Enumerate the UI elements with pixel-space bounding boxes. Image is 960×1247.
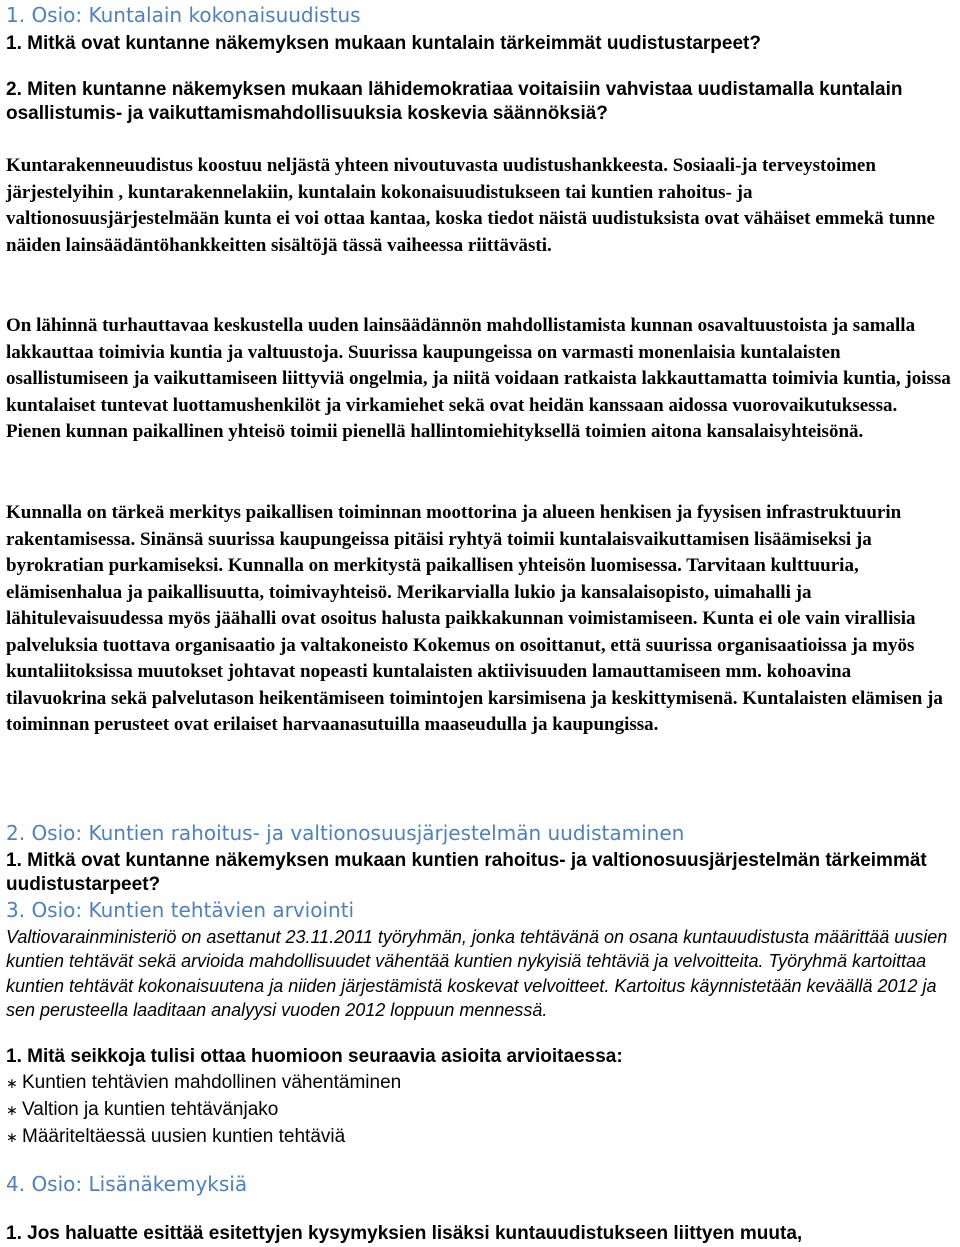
section-1-question-2-block bbox=[6, 78, 952, 126]
section-3-intro: Valtiovarainministeriö on asettanut 23.11.2011 työryhmän, jonka tehtävänä on osana kuntauudistusta määrittää uusien kuntien tehtävät sekä arvioida mahdollisuudet vähentää kuntien nykyisiä tehtäviä ja velvoitteita. Työryhmä kartoittaa kuntien tehtävät kokonaisuutena ja niiden järjestämistä koskevat velvoitteet. Kartoitus käynnistetään keväällä 2012 ja sen perusteella laaditaan analyysi vuoden 2012 loppuun mennessä. bbox=[6, 927, 948, 1021]
answer-paragraph-3: Kunnalla on tärkeä merkitys paikallisen toiminnan moottorina ja alueen henkisen ja fyysisen infrastruktuurin rakentamisessa. Sinänsä suurissa kaupungeissa pitäisi ryhtyä toimii kuntalaisvaikuttamisen lisäämiseksi ja byrokratian purkamiseksi. Kunnalla on merkitystä paikallisen yhteisön luomisessa. Tarvitaan kulttuuria, elämisenhalua ja paikallisuutta, toimivayhteisö. Merikarvialla lukio ja kansalaisopisto, uimahalli ja lähitulevaisuudessa myös jäähalli ovat osoitus halusta paikkakunnan voimistamiseen. Kunta ei ole vain virallisia palveluksia tuottava organisaatio ja valtakoneisto Kokemus on osoittanut, että suurissa organisaatioissa ja myös kuntaliitoksissa muutokset johtavat nopeasti kuntalaisten aktiivisuuden lamauttamiseen mm. kohoavina tilavuokrina sekä palvelutason heikentämiseen toimintojen karsimisena ja keskittymisenä. Kuntalaisten elämisen ja toiminnan perusteet ovat erilaiset harvaanasutuilla maaseudulla ja kaupungissa. bbox=[6, 502, 943, 735]
answer-paragraph-3-block bbox=[6, 500, 952, 739]
section-4-heading: 4. Osio: Lisänäkemyksiä bbox=[6, 1172, 248, 1196]
section-1-heading: 1. Osio: Kuntalain kokonaisuudistus bbox=[6, 3, 361, 27]
list-item-text: Kuntien tehtävien mahdollinen vähentäminen bbox=[22, 1072, 402, 1093]
section-4-question-1-block bbox=[6, 1222, 952, 1246]
asterisk-bullet-icon: ∗ bbox=[6, 1076, 18, 1092]
asterisk-bullet-icon: ∗ bbox=[6, 1103, 18, 1119]
section-2 bbox=[6, 821, 952, 845]
section-3-intro-block bbox=[6, 925, 952, 1023]
section-4-question-1: 1. Jos haluatte esittää esitettyjen kysymyksien lisäksi kuntauudistukseen liittyen muuta, bbox=[6, 1223, 803, 1244]
section-1 bbox=[6, 3, 952, 27]
list-item-text: Määriteltäessä uusien kuntien tehtäviä bbox=[22, 1126, 346, 1147]
section-2-question-1: 1. Mitkä ovat kuntanne näkemyksen mukaan kuntien rahoitus- ja valtionosuusjärjestelmän tärkeimmät uudistustarpeet? bbox=[6, 850, 927, 895]
section-2-question-1-block bbox=[6, 849, 952, 897]
answer-paragraph-2: On lähinnä turhauttavaa keskustella uuden lainsäädännön mahdollistamista kunnan osavaltuustoista ja samalla lakkauttaa toimivia kuntia ja valtuustoja. Suurissa kaupungeissa on varmasti monenlaisia kuntalaisten osallistumiseen ja vaikuttamiseen liittyviä ongelmia, ja niitä voidaan ratkaista lakkauttamatta toimivia kuntia, joissa kuntalaiset tuntevat luottamushenkilöt ja virkamiehet sekä ovat heidän kanssaan aidossa vuorovaikutuksessa. Pienen kunnan paikallinen yhteisö toimii pienellä hallintomiehityksellä toimien aitona kansalaisyhteisönä. bbox=[6, 315, 951, 442]
list-item bbox=[6, 1124, 952, 1151]
section-1-question-1: 1. Mitkä ovat kuntanne näkemyksen mukaan kuntalain tärkeimmät uudistustarpeet? bbox=[6, 33, 761, 54]
list-item bbox=[6, 1070, 952, 1097]
answer-paragraph-1-block bbox=[6, 153, 952, 259]
section-1-question-1-block bbox=[6, 32, 952, 56]
section-3-heading: 3. Osio: Kuntien tehtävien arviointi bbox=[6, 898, 355, 922]
section-3-question-1-block bbox=[6, 1045, 952, 1069]
section-4 bbox=[6, 1172, 952, 1196]
list-item-text: Valtion ja kuntien tehtävänjako bbox=[22, 1099, 279, 1120]
section-3-bullet-list-block bbox=[6, 1070, 952, 1151]
section-2-heading: 2. Osio: Kuntien rahoitus- ja valtionosuusjärjestelmän uudistaminen bbox=[6, 821, 685, 845]
answer-paragraph-1: Kuntarakenneuudistus koostuu neljästä yhteen nivoutuvasta uudistushankkeesta. Sosiaali-ja terveystoimen järjestelyihin , kuntarakennelakiin, kuntalain kokonaisuudistukseen tai kuntien rahoitus- ja valtionosuusjärjestelmään kunta ei voi ottaa kantaa, koska tiedot näistä uudistuksista ovat vähäiset emmekä tunne näiden lainsäädäntöhankkeitten sisältöjä tässä vaiheessa riittävästi. bbox=[6, 155, 935, 256]
answer-paragraph-2-block bbox=[6, 313, 952, 446]
list-item bbox=[6, 1097, 952, 1124]
section-1-question-2: 2. Miten kuntanne näkemyksen mukaan lähidemokratiaa voitaisiin vahvistaa uudistamalla kuntalain osallistumis- ja vaikuttamismahdollisuuksia koskevia säännöksiä? bbox=[6, 79, 903, 124]
section-3 bbox=[6, 898, 952, 922]
asterisk-bullet-icon: ∗ bbox=[6, 1130, 18, 1146]
section-3-question-1: 1. Mitä seikkoja tulisi ottaa huomioon seuraavia asioita arvioitaessa: bbox=[6, 1046, 623, 1067]
section-3-bullet-list bbox=[6, 1070, 952, 1151]
